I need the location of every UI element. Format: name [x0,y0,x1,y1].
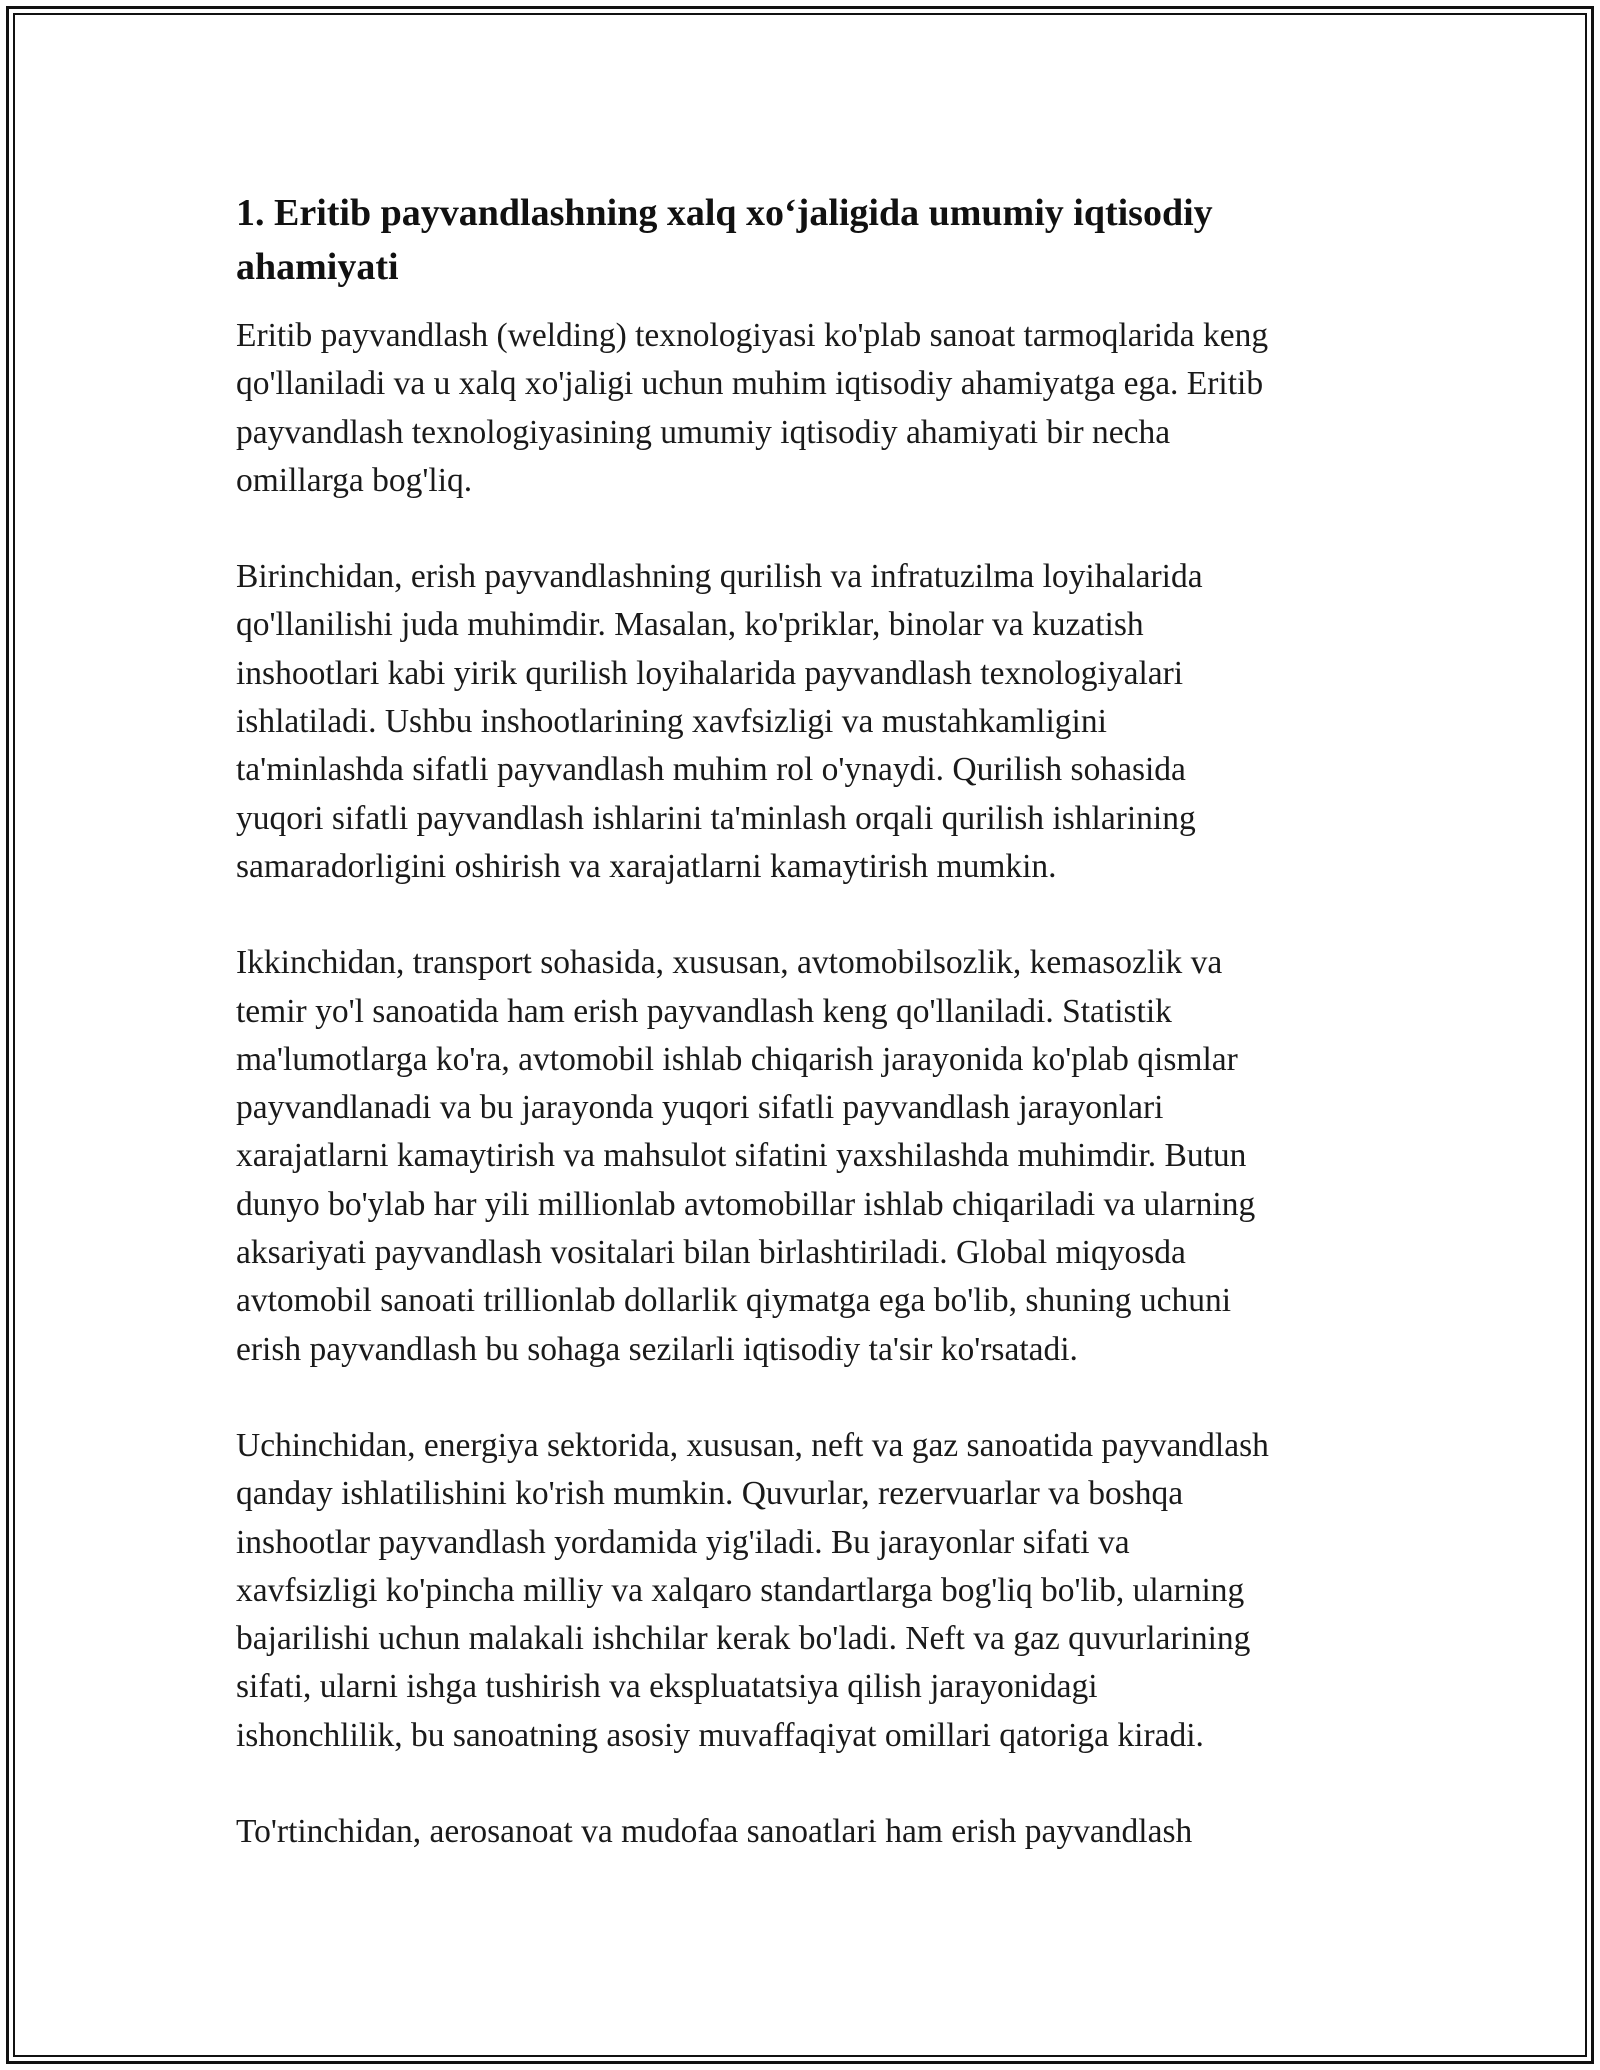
paragraph-line: Ikkinchidan, transport sohasida, xususan, avtomobilsozlik, kemasozlik va [236,944,1223,982]
paragraph-line: xavfsizligi ko'pincha milliy va xalqaro standartlarga bog'liq bo'lib, ularning [236,1571,1245,1609]
paragraph-line: qo'llaniladi va u xalq xo'jaligi uchun muhim iqtisodiy ahamiyatga ega. Eritib [236,365,1264,403]
paragraph-line: erish payvandlash bu sohaga sezilarli iqtisodiy ta'sir ko'rsatadi. [236,1330,1078,1368]
paragraph-line: To'rtinchidan, aerosanoat va mudofaa sanoatlari ham erish payvandlash [236,1813,1193,1851]
section-heading: 1. Eritib payvandlashning xalq xo‘jaligida umumiy iqtisodiy ahamiyati [236,192,1213,288]
paragraph-line: ma'lumotlarga ko'ra, avtomobil ishlab chiqarish jarayonida ko'plab qismlar [236,1040,1238,1078]
document-body [236,186,1376,1904]
paragraph-line: temir yo'l sanoatida ham erish payvandlash keng qo'llaniladi. Statistik [236,992,1172,1030]
paragraph-line: Eritib payvandlash (welding) texnologiyasi ko'plab sanoat tarmoqlarida keng [236,317,1269,354]
paragraph [236,1808,1376,1856]
paragraph-line: inshootlari kabi yirik qurilish loyihalarida payvandlash texnologiyalari [236,654,1184,692]
paragraph-line: xarajatlarni kamaytirish va mahsulot sifatini yaxshilashda muhimdir. Butun [236,1137,1247,1175]
paragraph-line: Birinchidan, erish payvandlashning qurilish va infratuzilma loyihalarida [236,558,1203,596]
paragraph-line: aksariyati payvandlash vositalari bilan birlashtiriladi. Global miqyosda [236,1234,1186,1272]
paragraph-line: omillarga bog'liq. [236,461,473,499]
paragraph [236,939,1376,1374]
paragraph [236,1422,1376,1760]
paragraph-line: inshootlar payvandlash yordamida yig'iladi. Bu jarayonlar sifati va [236,1523,1130,1561]
paragraph-line: ishlatiladi. Ushbu inshootlarining xavfsizligi va mustahkamligini [236,703,1107,741]
paragraph-line: dunyo bo'ylab har yili millionlab avtomobillar ishlab chiqariladi va ularning [236,1185,1256,1223]
paragraph-list [236,312,1376,1856]
paragraph-line: ishonchlilik, bu sanoatning asosiy muvaffaqiyat omillari qatoriga kiradi. [236,1716,1204,1754]
paragraph-line: payvandlanadi va bu jarayonda yuqori sifatli payvandlash jarayonlari [236,1089,1164,1127]
paragraph-line: samaradorligini oshirish va xarajatlarni kamaytirish mumkin. [236,847,1057,885]
paragraph-line: qanday ishlatilishini ko'rish mumkin. Quvurlar, rezervuarlar va boshqa [236,1475,1184,1513]
paragraph-line: qo'llanilishi juda muhimdir. Masalan, ko'priklar, binolar va kuzatish [236,606,1144,644]
paragraph-line: sifati, ularni ishga tushirish va ekspluatatsiya qilish jarayonidagi [236,1668,1098,1706]
paragraph-line: avtomobil sanoati trillionlab dollarlik qiymatga ega bo'lib, shuning uchuni [236,1282,1232,1320]
paragraph-line: yuqori sifatli payvandlash ishlarini ta'minlash orqali qurilish ishlarining [236,799,1196,837]
paragraph-line: Uchinchidan, energiya sektorida, xususan, neft va gaz sanoatida payvandlash [236,1426,1269,1464]
paragraph-line: payvandlash texnologiyasining umumiy iqtisodiy ahamiyati bir necha [236,413,1171,451]
paragraph-line: ta'minlashda sifatli payvandlash muhim rol o'ynaydi. Qurilish sohasida [236,751,1186,789]
paragraph-line: bajarilishi uchun malakali ishchilar kerak bo'ladi. Neft va gaz quvurlarining [236,1620,1251,1658]
paragraph [236,312,1376,505]
paragraph [236,553,1376,891]
